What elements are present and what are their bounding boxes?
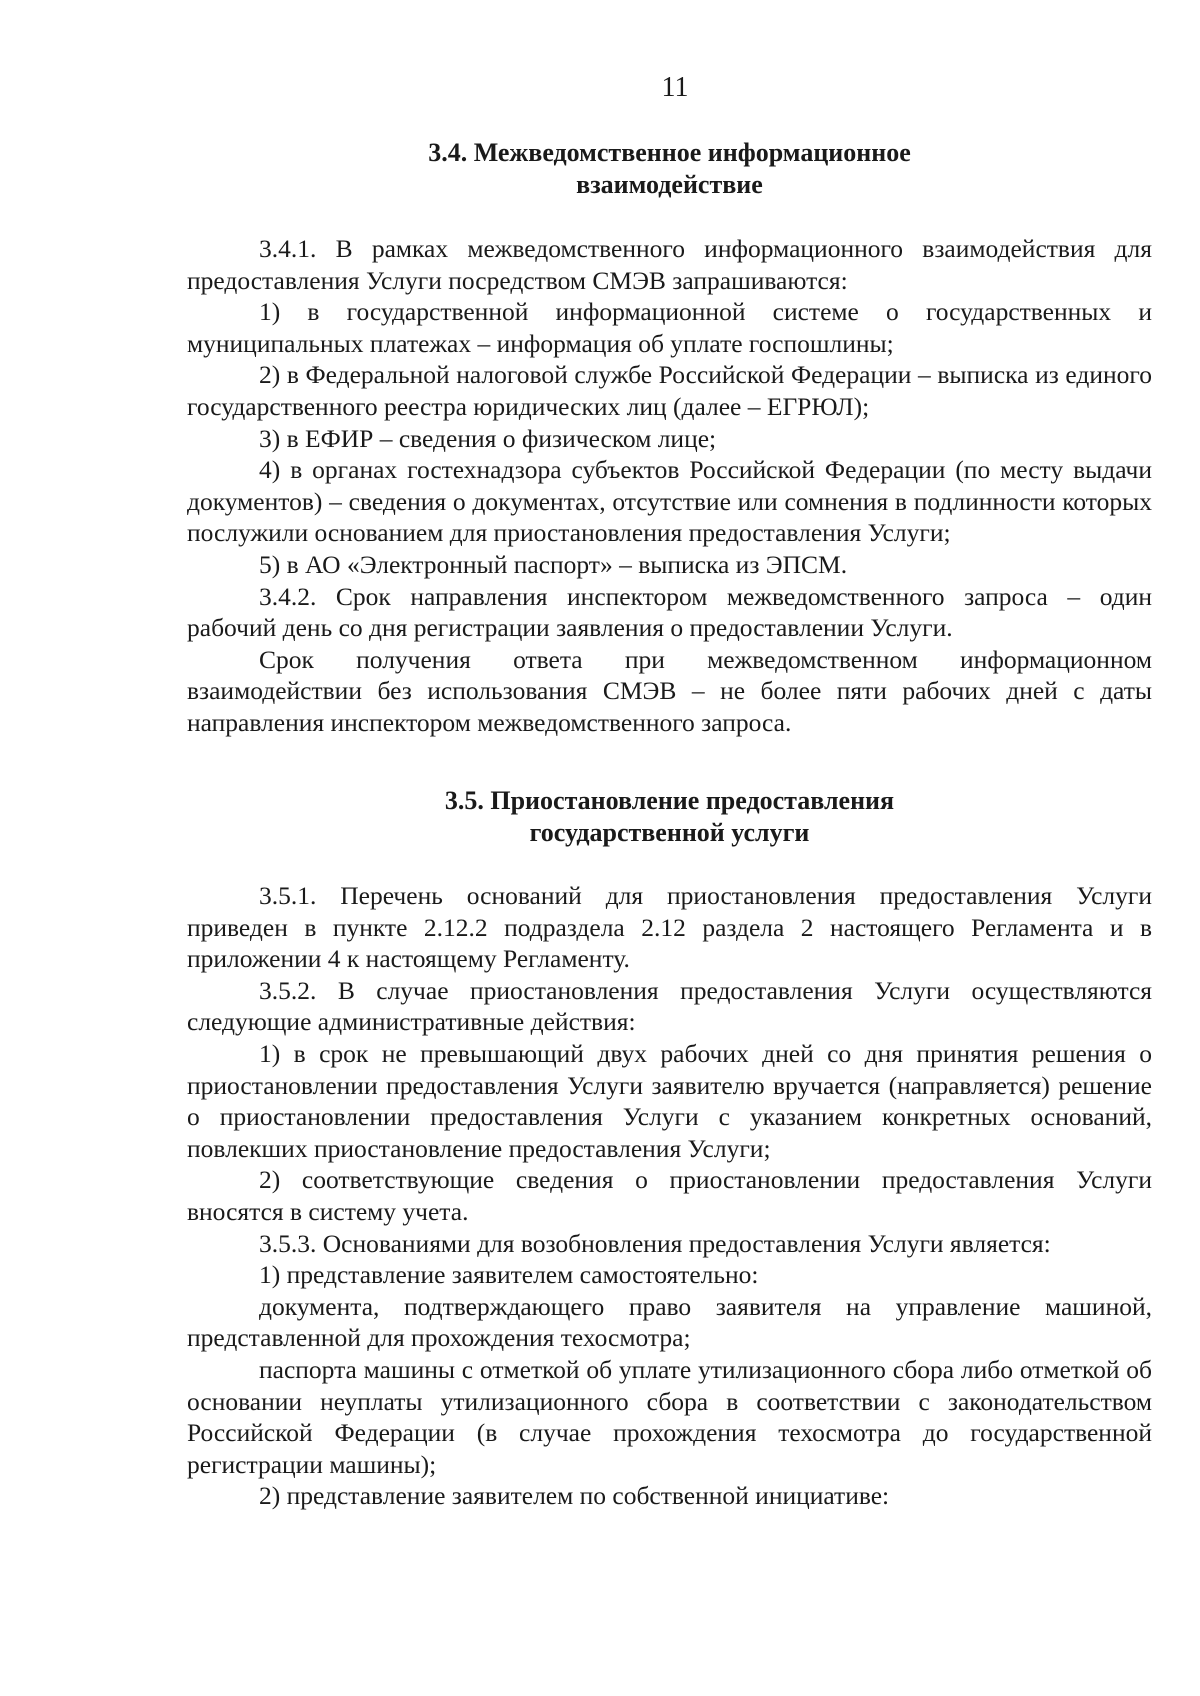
paragraph-3-4-1: 3.4.1. В рамках межведомственного информационного взаимодействия для предоставления Услуги посредством СМЭВ запрашиваются: [187, 234, 1152, 295]
paragraph-response-term: Срок получения ответа при межведомственном информационном взаимодействии без использования СМЭВ – не более пяти рабочих дней с даты направления инспектором межведомственного запроса. [187, 644, 1152, 737]
section-3-4-title-line-2: взаимодействие [576, 170, 763, 199]
list-item-3-4-1-1: 1) в государственной информационной системе о государственных и муниципальных платежах – информация об уплате госпошлины; [187, 297, 1152, 358]
list-item-3-4-1-5: 5) в АО «Электронный паспорт» – выписка из ЭПСМ. [259, 549, 848, 579]
paragraph-3-5-3: 3.5.3. Основаниями для возобновления предоставления Услуги является: [259, 1228, 1051, 1258]
paragraph-3-4-2: 3.4.2. Срок направления инспектором межведомственного запроса – один рабочий день со дня регистрации заявления о предоставлении Услуги. [187, 581, 1152, 643]
section-3-4-title-line-1: 3.4. Межведомственное информационное [428, 138, 911, 167]
list-item-3-4-1-3: 3) в ЕФИР – сведения о физическом лице; [259, 423, 717, 453]
list-item-3-5-3-2: 2) представление заявителем по собственной инициативе: [259, 1481, 890, 1511]
section-3-5-body [187, 880, 1152, 1512]
section-3-5-title-line-2: государственной услуги [529, 818, 810, 847]
list-subitem-driver-document: документа, подтверждающего право заявителя на управление машиной, представленной для прохождения техосмотра; [187, 1291, 1152, 1353]
list-subitem-machine-passport: паспорта машины с отметкой об уплате утилизационного сбора либо отметкой об основании неуплаты утилизационного сбора в соответствии с законодательством Российской Федерации (в случае прохождения техосмотра до государственной регистрации машины); [187, 1354, 1152, 1479]
section-3-5-title-line-1: 3.5. Приостановление предоставления [444, 786, 895, 815]
list-item-3-4-1-2: 2) в Федеральной налоговой службе Российской Федерации – выписка из единого государственного реестра юридических лиц (далее – ЕГРЮЛ); [187, 360, 1152, 421]
list-item-3-4-1-4: 4) в органах гостехнадзора субъектов Российской Федерации (по месту выдачи документов) – сведения о документах, отсутствие или сомнения в подлинности которых послужили основанием для приостановления предоставления Услуги; [187, 455, 1152, 548]
list-item-3-5-2-2: 2) соответствующие сведения о приостановлении предоставления Услуги вносятся в систему учета. [187, 1165, 1152, 1226]
section-3-4-body [187, 233, 1152, 739]
section-3-4-heading [187, 137, 1152, 201]
list-item-3-5-2-1: 1) в срок не превышающий двух рабочих дней со дня принятия решения о приостановлении предоставления Услуги заявителю вручается (направляется) решение о приостановлении предоставления Услуги с указанием конкретных оснований, повлекших приостановление предоставления Услуги; [187, 1038, 1152, 1163]
section-3-5-heading [187, 785, 1152, 849]
list-item-3-5-3-1: 1) представление заявителем самостоятельно: [259, 1260, 759, 1290]
paragraph-3-5-2: 3.5.2. В случае приостановления предоставления Услуги осуществляются следующие административные действия: [187, 975, 1152, 1037]
page-number: 11 [661, 72, 689, 103]
paragraph-3-5-1: 3.5.1. Перечень оснований для приостановления предоставления Услуги приведен в пункте 2.12.2 подраздела 2.12 раздела 2 настоящего Регламента и в приложении 4 к настоящему Регламенту. [187, 881, 1152, 974]
